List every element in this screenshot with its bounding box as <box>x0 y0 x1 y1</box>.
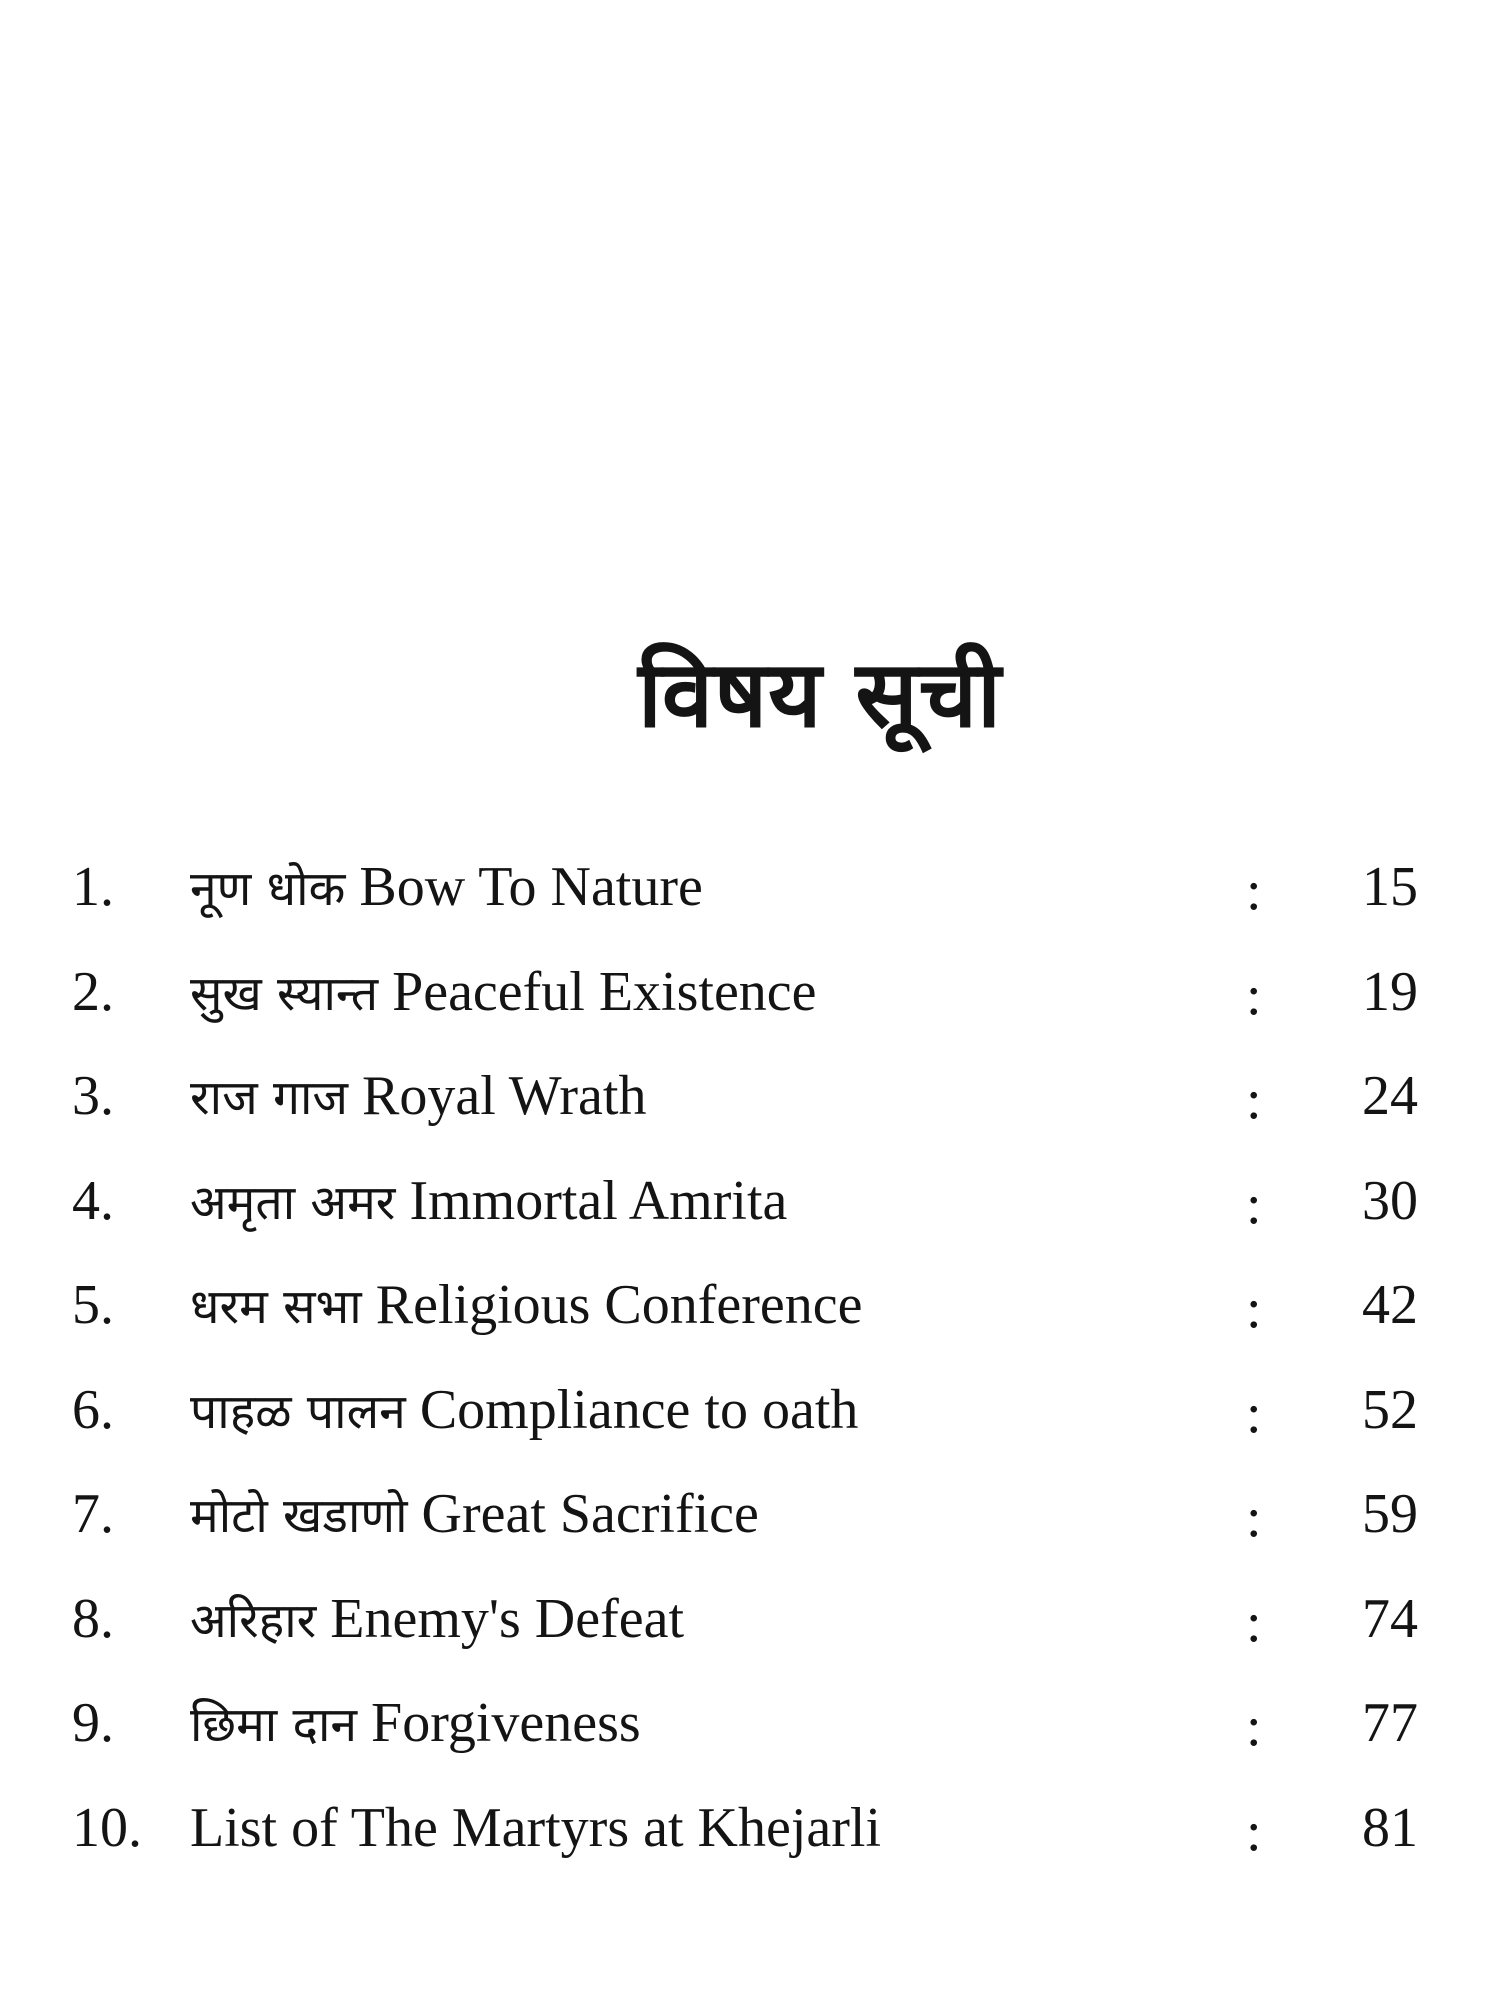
entry-number: 5. <box>72 1274 114 1336</box>
toc-entry <box>0 1054 1500 1159</box>
entry-page-number: 81 <box>1362 1796 1418 1859</box>
entry-title-english: Great Sacrifice <box>421 1483 759 1545</box>
entry-number: 2. <box>72 960 114 1023</box>
entry-page-number: 52 <box>1362 1378 1418 1441</box>
toc-entry <box>0 950 1500 1055</box>
entry-separator: : <box>1246 1487 1262 1549</box>
entry-title-english: Enemy's Defeat <box>330 1587 685 1650</box>
entry-title-hindi: पाहळ पालन <box>190 1383 406 1440</box>
toc-entry <box>0 845 1500 950</box>
entry-title-hindi: सुख स्यान्त <box>190 965 379 1022</box>
entry-title-hindi: अरिहार <box>190 1592 317 1649</box>
toc-entry <box>0 1786 1500 1891</box>
entry-title-hindi: नूण धोक <box>190 861 346 917</box>
entry-title <box>190 1064 646 1129</box>
entry-separator: : <box>1246 1591 1262 1654</box>
entry-separator: : <box>1246 964 1262 1027</box>
entry-separator: : <box>1246 1173 1262 1236</box>
entry-title-english: Forgiveness <box>371 1692 641 1754</box>
entry-separator: : <box>1246 1278 1262 1340</box>
entry-title-english: Royal Wrath <box>362 1065 647 1127</box>
entry-number: 4. <box>72 1169 114 1232</box>
entry-number: 9. <box>72 1692 114 1754</box>
entry-number: 10. <box>72 1796 142 1859</box>
entry-title <box>190 960 817 1025</box>
entry-page-number: 77 <box>1362 1692 1418 1754</box>
entry-page-number: 59 <box>1362 1483 1418 1545</box>
entry-page-number: 24 <box>1362 1065 1418 1127</box>
entry-title <box>190 855 703 920</box>
toc-entry <box>0 1577 1500 1682</box>
entry-number: 1. <box>72 856 114 918</box>
entry-title <box>190 1587 684 1652</box>
toc-entry <box>0 1472 1500 1577</box>
entry-separator: : <box>1246 1382 1262 1445</box>
entry-number: 8. <box>72 1587 114 1650</box>
entry-title <box>190 1273 863 1338</box>
entry-title-hindi: छिमा दान <box>190 1697 358 1753</box>
entry-number: 3. <box>72 1065 114 1127</box>
entry-title-english: Immortal Amrita <box>409 1169 788 1232</box>
entry-title <box>190 1169 787 1234</box>
toc-entry <box>0 1368 1500 1473</box>
entry-separator: : <box>1246 1696 1262 1758</box>
page-title: विषय सूची <box>638 641 1002 748</box>
toc-entry <box>0 1681 1500 1786</box>
entry-title-hindi: मोटो खडाणो <box>190 1488 408 1544</box>
table-of-contents <box>0 845 1500 1890</box>
entry-separator: : <box>1246 860 1262 922</box>
entry-separator: : <box>1246 1800 1262 1863</box>
entry-title-hindi: अमृता अमर <box>190 1174 396 1231</box>
entry-title-english: Religious Conference <box>375 1274 863 1336</box>
entry-title-english: Peaceful Existence <box>392 960 817 1023</box>
entry-title-hindi: धरम सभा <box>190 1279 362 1335</box>
entry-page-number: 15 <box>1362 856 1418 918</box>
toc-entry <box>0 1263 1500 1368</box>
entry-title-english: Bow To Nature <box>359 856 703 918</box>
toc-entry <box>0 1159 1500 1264</box>
entry-number: 6. <box>72 1378 114 1441</box>
entry-title-english: List of The Martyrs at Khejarli <box>190 1796 882 1859</box>
entry-title <box>190 1796 881 1860</box>
entry-page-number: 42 <box>1362 1274 1418 1336</box>
entry-page-number: 30 <box>1362 1169 1418 1232</box>
entry-number: 7. <box>72 1483 114 1545</box>
entry-title <box>190 1691 641 1756</box>
entry-title-hindi: राज गाज <box>190 1070 349 1126</box>
entry-title-english: Compliance to oath <box>419 1378 859 1441</box>
entry-page-number: 74 <box>1362 1587 1418 1650</box>
entry-separator: : <box>1246 1069 1262 1131</box>
entry-title <box>190 1378 858 1443</box>
entry-title <box>190 1482 759 1547</box>
entry-page-number: 19 <box>1362 960 1418 1023</box>
